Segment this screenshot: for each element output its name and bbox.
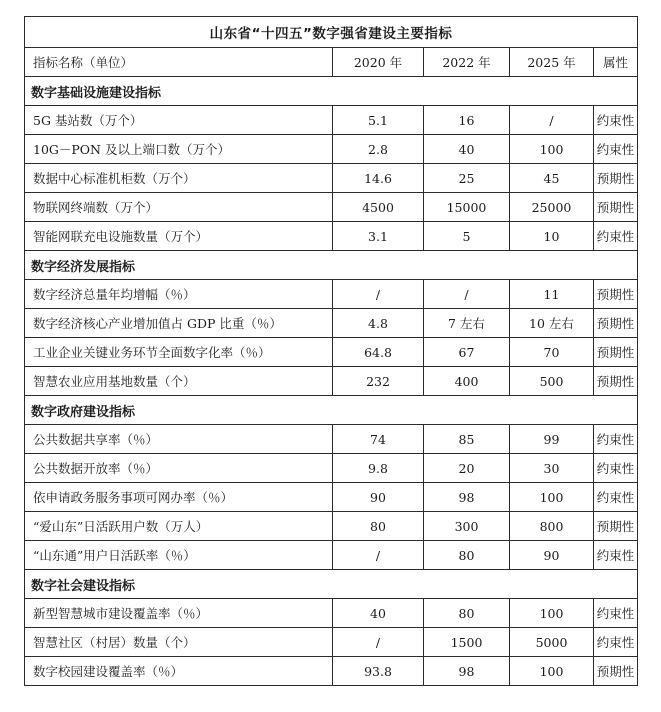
section-row xyxy=(25,570,638,599)
table-row xyxy=(25,135,638,164)
section-row xyxy=(25,396,638,425)
value-2025-cell: 100 xyxy=(510,599,594,628)
value-2022-cell: 16 xyxy=(424,106,510,135)
indicator-table xyxy=(24,16,638,686)
value-2020-cell: 74 xyxy=(333,425,424,454)
table-row xyxy=(25,367,638,396)
value-2025-cell: / xyxy=(510,106,594,135)
indicator-name-cell: 5G 基站数（万个） xyxy=(25,106,333,135)
value-2022-cell: 98 xyxy=(424,483,510,512)
indicator-name-cell: 智慧社区（村居）数量（个） xyxy=(25,628,333,657)
header-indicator-name: 指标名称（单位） xyxy=(25,48,333,77)
value-2020-cell: / xyxy=(333,541,424,570)
indicator-name-cell: 智能网联充电设施数量（万个） xyxy=(25,222,333,251)
value-2025-cell: 25000 xyxy=(510,193,594,222)
section-title: 数字政府建设指标 xyxy=(25,396,638,425)
indicator-name-cell: 数据中心标准机柜数（万个） xyxy=(25,164,333,193)
value-2022-cell: 400 xyxy=(424,367,510,396)
value-2022-cell: 80 xyxy=(424,541,510,570)
indicator-name-cell: “山东通”用户日活跃率（％） xyxy=(25,541,333,570)
table-row xyxy=(25,425,638,454)
value-2022-cell: 40 xyxy=(424,135,510,164)
value-2020-cell: 2.8 xyxy=(333,135,424,164)
value-2020-cell: 9.8 xyxy=(333,454,424,483)
indicator-name-cell: 10G－PON 及以上端口数（万个） xyxy=(25,135,333,164)
attribute-cell: 约束性 xyxy=(594,454,638,483)
value-2020-cell: 80 xyxy=(333,512,424,541)
indicator-name-cell: 工业企业关键业务环节全面数字化率（％） xyxy=(25,338,333,367)
indicator-name-cell: 数字经济总量年均增幅（％） xyxy=(25,280,333,309)
value-2020-cell: 3.1 xyxy=(333,222,424,251)
indicator-name-cell: 数字校园建设覆盖率（％） xyxy=(25,657,333,686)
attribute-cell: 约束性 xyxy=(594,541,638,570)
value-2025-cell: 800 xyxy=(510,512,594,541)
value-2020-cell: 40 xyxy=(333,599,424,628)
attribute-cell: 约束性 xyxy=(594,135,638,164)
value-2020-cell: / xyxy=(333,280,424,309)
value-2025-cell: 45 xyxy=(510,164,594,193)
value-2025-cell: 70 xyxy=(510,338,594,367)
value-2025-cell: 30 xyxy=(510,454,594,483)
value-2020-cell: 232 xyxy=(333,367,424,396)
table-row xyxy=(25,454,638,483)
attribute-cell: 预期性 xyxy=(594,280,638,309)
value-2020-cell: 4500 xyxy=(333,193,424,222)
value-2022-cell: 25 xyxy=(424,164,510,193)
attribute-cell: 约束性 xyxy=(594,628,638,657)
table-row xyxy=(25,164,638,193)
value-2022-cell: 85 xyxy=(424,425,510,454)
table-row xyxy=(25,106,638,135)
attribute-cell: 预期性 xyxy=(594,512,638,541)
value-2022-cell: 15000 xyxy=(424,193,510,222)
attribute-cell: 约束性 xyxy=(594,599,638,628)
value-2020-cell: 14.6 xyxy=(333,164,424,193)
header-year-2022: 2022 年 xyxy=(424,48,510,77)
value-2022-cell: 98 xyxy=(424,657,510,686)
table-row xyxy=(25,628,638,657)
header-year-2025: 2025 年 xyxy=(510,48,594,77)
value-2022-cell: 300 xyxy=(424,512,510,541)
value-2022-cell: 7 左右 xyxy=(424,309,510,338)
indicator-name-cell: 物联网终端数（万个） xyxy=(25,193,333,222)
value-2022-cell: 80 xyxy=(424,599,510,628)
attribute-cell: 约束性 xyxy=(594,222,638,251)
value-2022-cell: / xyxy=(424,280,510,309)
value-2020-cell: 64.8 xyxy=(333,338,424,367)
table-row xyxy=(25,483,638,512)
value-2025-cell: 10 xyxy=(510,222,594,251)
value-2020-cell: / xyxy=(333,628,424,657)
indicator-name-cell: 数字经济核心产业增加值占 GDP 比重（％） xyxy=(25,309,333,338)
section-title: 数字基础设施建设指标 xyxy=(25,77,638,106)
attribute-cell: 约束性 xyxy=(594,483,638,512)
value-2020-cell: 5.1 xyxy=(333,106,424,135)
section-title: 数字经济发展指标 xyxy=(25,251,638,280)
value-2025-cell: 11 xyxy=(510,280,594,309)
value-2025-cell: 5000 xyxy=(510,628,594,657)
value-2022-cell: 20 xyxy=(424,454,510,483)
attribute-cell: 预期性 xyxy=(594,309,638,338)
attribute-cell: 预期性 xyxy=(594,338,638,367)
value-2020-cell: 4.8 xyxy=(333,309,424,338)
section-row xyxy=(25,251,638,280)
table-row xyxy=(25,280,638,309)
table-row xyxy=(25,193,638,222)
table-row xyxy=(25,541,638,570)
indicator-name-cell: 依申请政务服务事项可网办率（％） xyxy=(25,483,333,512)
value-2022-cell: 67 xyxy=(424,338,510,367)
value-2020-cell: 90 xyxy=(333,483,424,512)
indicator-name-cell: 公共数据开放率（％） xyxy=(25,454,333,483)
attribute-cell: 预期性 xyxy=(594,657,638,686)
header-year-2020: 2020 年 xyxy=(333,48,424,77)
table-title: 山东省“十四五”数字强省建设主要指标 xyxy=(25,17,638,48)
attribute-cell: 预期性 xyxy=(594,164,638,193)
indicator-name-cell: 新型智慧城市建设覆盖率（％） xyxy=(25,599,333,628)
attribute-cell: 约束性 xyxy=(594,425,638,454)
table-row xyxy=(25,222,638,251)
section-row xyxy=(25,77,638,106)
value-2025-cell: 10 左右 xyxy=(510,309,594,338)
indicator-name-cell: “爱山东”日活跃用户数（万人） xyxy=(25,512,333,541)
value-2025-cell: 90 xyxy=(510,541,594,570)
table-row xyxy=(25,599,638,628)
value-2022-cell: 5 xyxy=(424,222,510,251)
value-2025-cell: 500 xyxy=(510,367,594,396)
table-row xyxy=(25,512,638,541)
indicator-name-cell: 公共数据共享率（％） xyxy=(25,425,333,454)
value-2025-cell: 100 xyxy=(510,657,594,686)
attribute-cell: 预期性 xyxy=(594,367,638,396)
table-row xyxy=(25,309,638,338)
header-attribute: 属性 xyxy=(594,48,638,77)
value-2020-cell: 93.8 xyxy=(333,657,424,686)
attribute-cell: 预期性 xyxy=(594,193,638,222)
section-title: 数字社会建设指标 xyxy=(25,570,638,599)
indicator-name-cell: 智慧农业应用基地数量（个） xyxy=(25,367,333,396)
value-2025-cell: 100 xyxy=(510,483,594,512)
value-2025-cell: 100 xyxy=(510,135,594,164)
table-header-row xyxy=(25,48,638,77)
table-title-row xyxy=(25,17,638,48)
table-row xyxy=(25,657,638,686)
attribute-cell: 约束性 xyxy=(594,106,638,135)
value-2022-cell: 1500 xyxy=(424,628,510,657)
value-2025-cell: 99 xyxy=(510,425,594,454)
table-row xyxy=(25,338,638,367)
